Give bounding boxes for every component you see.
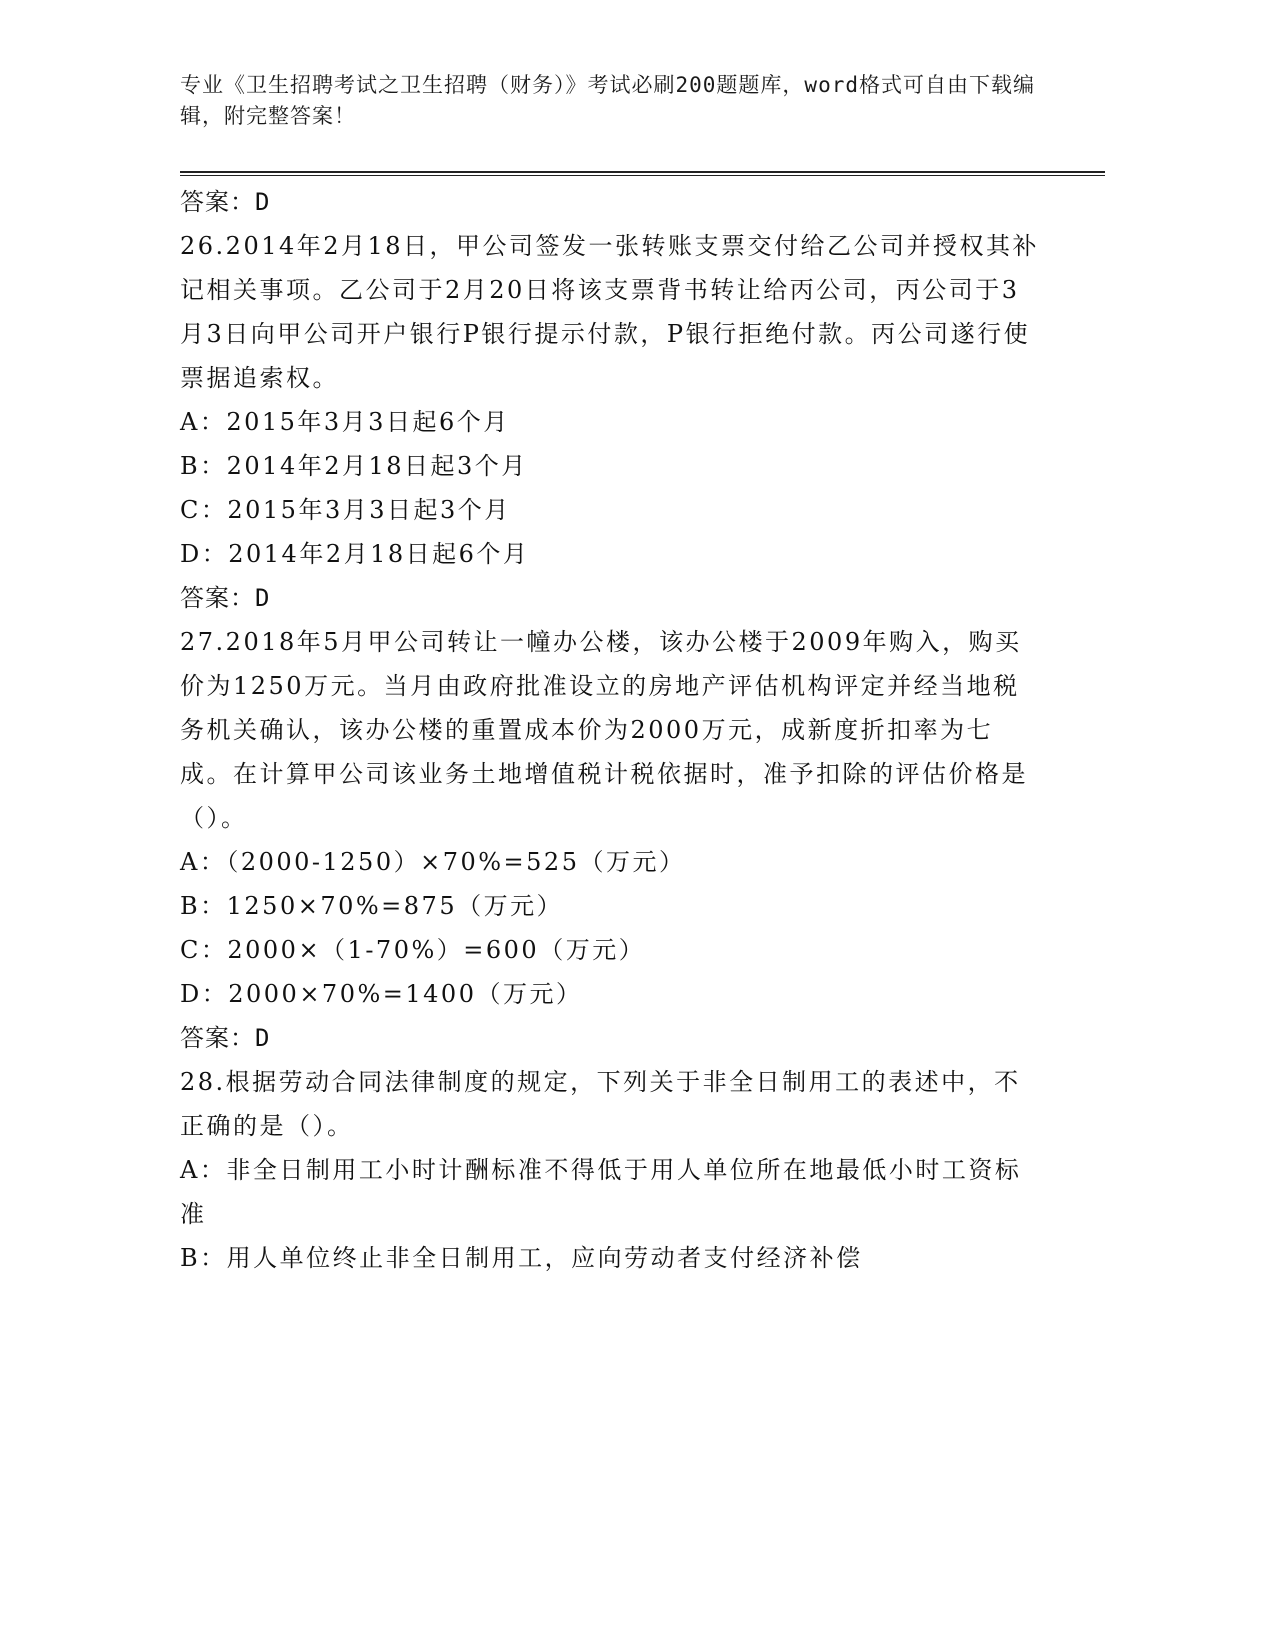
document-body bbox=[180, 180, 1040, 1280]
header-text: 专业《卫生招聘考试之卫生招聘（财务）》考试必刷200题题库，word格式可自由下载编辑，附完整答案！ bbox=[180, 73, 1035, 128]
option-b: B：1250×70%=875（万元） bbox=[180, 892, 564, 920]
option-d: D：2000×70%=1400（万元） bbox=[180, 980, 583, 1008]
option-c: C：2015年3月3日起3个月 bbox=[180, 496, 511, 524]
question-28 bbox=[180, 1060, 1040, 1280]
option-c: C：2000×（1-70%）=600（万元） bbox=[180, 936, 646, 964]
option-b: B：用人单位终止非全日制用工，应向劳动者支付经济补偿 bbox=[180, 1244, 863, 1272]
prev-question-answer bbox=[180, 180, 1040, 224]
answer-line: 答案：D bbox=[180, 1024, 271, 1052]
answer-line: 答案：D bbox=[180, 584, 271, 612]
question-stem: 27.2018年5月甲公司转让一幢办公楼，该办公楼于2009年购入，购买价为1250万元。当月由政府批准设立的房地产评估机构评定并经当地税务机关确认，该办公楼的重置成本价为2000万元，成新度折扣率为七成。在计算甲公司该业务土地增值税计税依据时，准予扣除的评估价格是（）。 bbox=[180, 628, 1028, 832]
option-a: A：2015年3月3日起6个月 bbox=[180, 408, 510, 436]
question-stem: 28.根据劳动合同法律制度的规定，下列关于非全日制用工的表述中，不正确的是（）。 bbox=[180, 1068, 1021, 1140]
header-divider-thin bbox=[180, 175, 1105, 176]
question-stem: 26.2014年2月18日，甲公司签发一张转账支票交付给乙公司并授权其补记相关事项。乙公司于2月20日将该支票背书转让给丙公司，丙公司于3月3日向甲公司开户银行P银行提示付款，P银行拒绝付款。丙公司遂行使票据追索权。 bbox=[180, 232, 1040, 392]
option-d: D：2014年2月18日起6个月 bbox=[180, 540, 530, 568]
option-a: A：非全日制用工小时计酬标准不得低于用人单位所在地最低小时工资标准 bbox=[180, 1156, 1022, 1228]
question-26 bbox=[180, 224, 1040, 620]
answer-line: 答案：D bbox=[180, 188, 271, 216]
header-divider-thick bbox=[180, 171, 1105, 173]
option-b: B：2014年2月18日起3个月 bbox=[180, 452, 528, 480]
question-27 bbox=[180, 620, 1040, 1060]
option-a: A：（2000-1250）×70%=525（万元） bbox=[180, 848, 686, 876]
page-header bbox=[180, 70, 1040, 132]
